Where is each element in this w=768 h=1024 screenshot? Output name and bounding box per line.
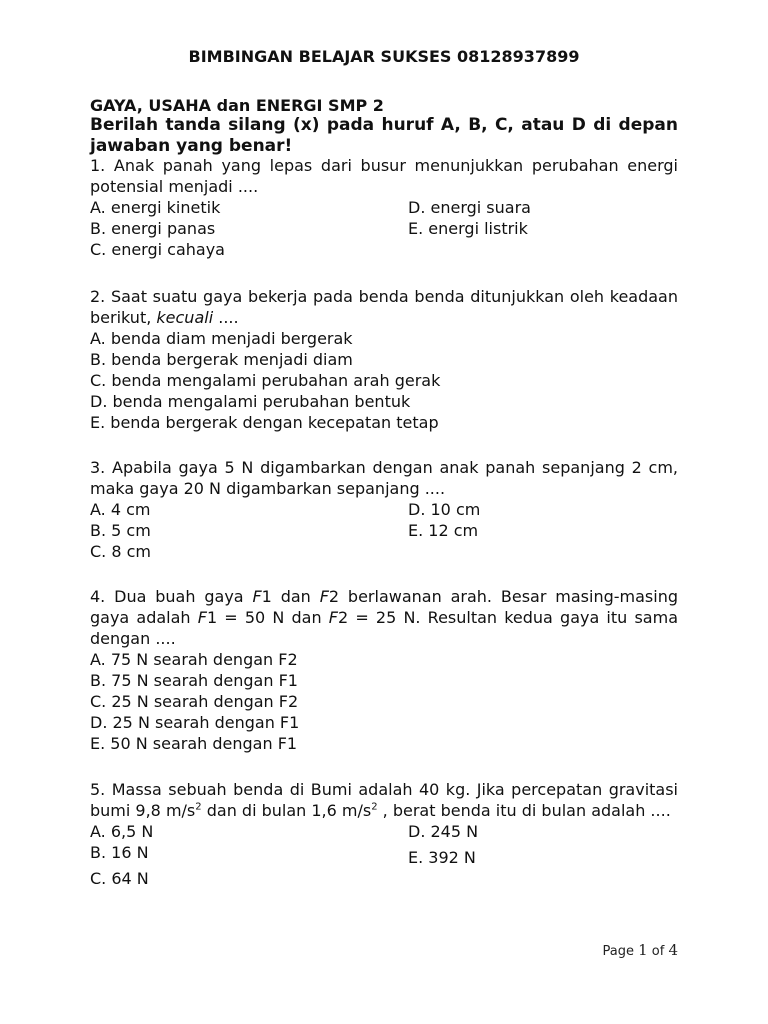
q5-option-d[interactable]: D. 245 N (408, 822, 479, 841)
question-2-stem (90, 286, 678, 328)
q5-option-c[interactable]: C. 64 N (90, 869, 149, 888)
q4-stem-part: 1 dan (261, 587, 320, 606)
page-number (602, 941, 678, 959)
q5-stem-part: dan di bulan 1,6 m/s (201, 801, 372, 820)
q4-force-symbol: F (328, 608, 338, 627)
document-header: BIMBINGAN BELAJAR SUKSES 08128937899 (188, 47, 580, 66)
q2-option-c[interactable]: C. benda mengalami perubahan arah gerak (90, 371, 441, 390)
page-label: Page (602, 944, 634, 959)
question-1-stem: 1. Anak panah yang lepas dari busur menunjukkan perubahan energi potensial menjadi .... (90, 156, 678, 196)
q5-stem-part: , berat benda itu di bulan adalah .... (377, 801, 671, 820)
q2-stem-emphasis: kecuali (156, 308, 214, 327)
q1-option-b[interactable]: B. energi panas (90, 219, 216, 238)
q4-option-b[interactable]: B. 75 N searah dengan F1 (90, 671, 298, 690)
q2-option-d[interactable]: D. benda mengalami perubahan bentuk (90, 392, 411, 411)
q2-stem-text: 2. Saat suatu gaya bekerja pada benda benda ditunjukkan oleh keadaan berikut, (90, 287, 678, 327)
document-title: GAYA, USAHA dan ENERGI SMP 2 (90, 96, 384, 115)
question-3-stem: 3. Apabila gaya 5 N digambarkan dengan anak panah sepanjang 2 cm, maka gaya 20 N digambarkan sepanjang .... (90, 458, 678, 498)
question-2 (90, 286, 678, 433)
q5-superscript: 2 (195, 801, 202, 813)
question-3 (90, 457, 678, 562)
q5-superscript: 2 (371, 801, 378, 813)
q5-option-e[interactable]: E. 392 N (408, 848, 476, 867)
q4-option-d[interactable]: D. 25 N searah dengan F1 (90, 713, 300, 732)
q4-option-a[interactable]: A. 75 N searah dengan F2 (90, 650, 298, 669)
q5-option-a[interactable]: A. 6,5 N (90, 822, 154, 841)
q2-stem-end: .... (213, 308, 239, 327)
q4-force-symbol: F (252, 587, 262, 606)
question-5-stem (90, 779, 678, 821)
q4-option-e[interactable]: E. 50 N searah dengan F1 (90, 734, 298, 753)
q3-option-a[interactable]: A. 4 cm (90, 500, 151, 519)
instructions: Berilah tanda silang (x) pada huruf A, B, C, atau D di depan jawaban yang benar! (90, 115, 678, 156)
of-label: of (651, 944, 665, 959)
q2-option-b[interactable]: B. benda bergerak menjadi diam (90, 350, 353, 369)
q3-option-e[interactable]: E. 12 cm (408, 521, 479, 540)
q4-stem-part: 4. Dua buah gaya (90, 587, 253, 606)
question-4-stem (90, 586, 678, 649)
question-5 (90, 779, 678, 889)
q1-option-a[interactable]: A. energi kinetik (90, 198, 221, 217)
q4-stem-part: 2 = 25 N. Resultan kedua gaya itu sama dengan .... (90, 608, 678, 648)
q1-option-c[interactable]: C. energi cahaya (90, 240, 225, 259)
total-pages: 4 (668, 941, 678, 959)
q1-option-d[interactable]: D. energi suara (408, 198, 531, 217)
q5-option-b[interactable]: B. 16 N (90, 843, 149, 862)
q3-option-c[interactable]: C. 8 cm (90, 542, 151, 561)
current-page: 1 (638, 941, 648, 959)
question-4 (90, 586, 678, 754)
q3-option-b[interactable]: B. 5 cm (90, 521, 151, 540)
q1-option-e[interactable]: E. energi listrik (408, 219, 528, 238)
q3-option-d[interactable]: D. 10 cm (408, 500, 481, 519)
q4-stem-part: 2 berlawanan arah. Besar masing-masing gaya adalah (90, 587, 678, 627)
q4-force-symbol: F (197, 608, 207, 627)
q4-force-symbol: F (319, 587, 329, 606)
q4-stem-part: 1 = 50 N dan (206, 608, 329, 627)
q2-option-e[interactable]: E. benda bergerak dengan kecepatan tetap (90, 413, 439, 432)
q4-option-c[interactable]: C. 25 N searah dengan F2 (90, 692, 299, 711)
q5-stem-part: 5. Massa sebuah benda di Bumi adalah 40 kg. Jika percepatan gravitasi bumi 9,8 m/s (90, 780, 678, 820)
q2-option-a[interactable]: A. benda diam menjadi bergerak (90, 329, 353, 348)
question-1 (90, 155, 678, 260)
